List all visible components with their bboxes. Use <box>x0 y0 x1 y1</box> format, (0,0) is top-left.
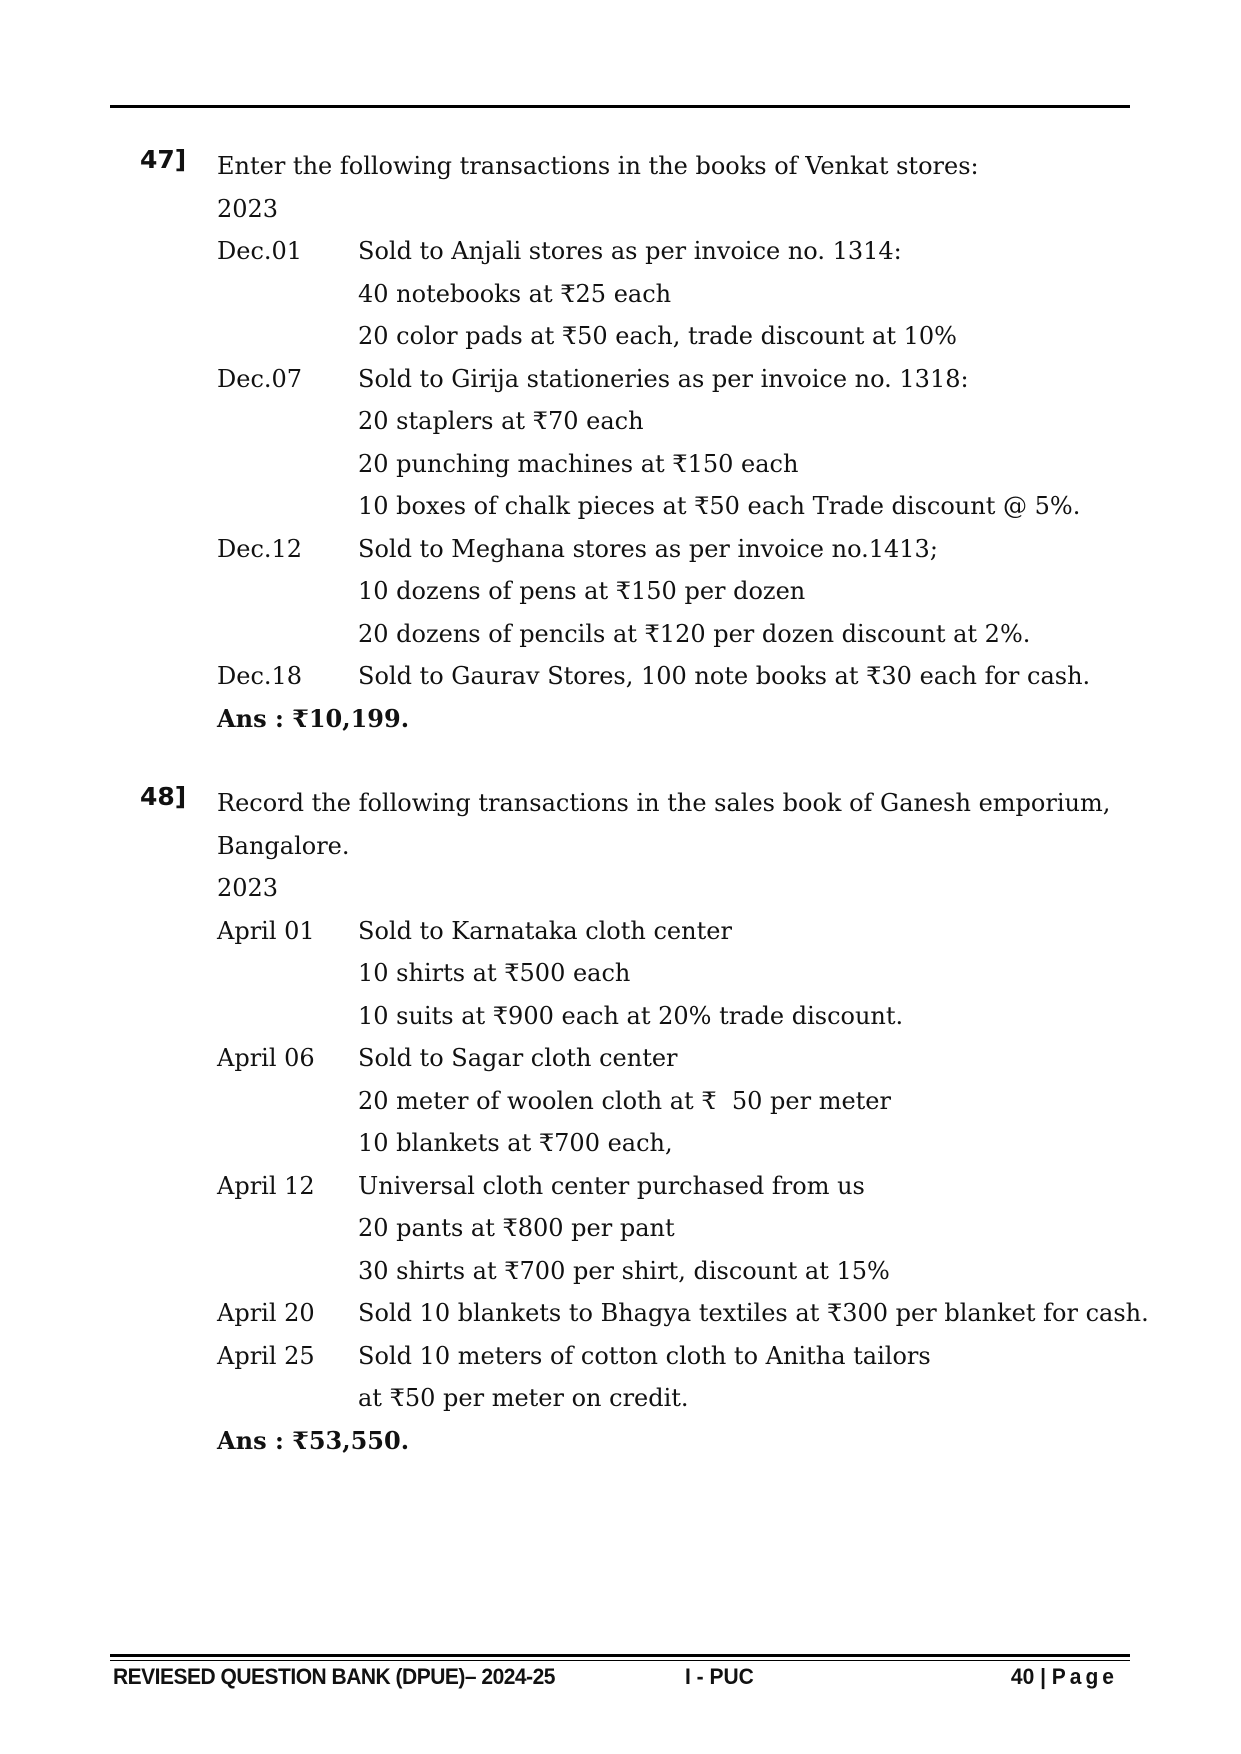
footer-document-title: REVIESED QUESTION BANK (DPUE)– 2024-25 <box>113 1665 555 1690</box>
transaction-item: 10 shirts at ₹500 each <box>358 959 631 987</box>
page-label: Page <box>1051 1665 1118 1690</box>
transaction-item: 10 boxes of chalk pieces at ₹50 each Trade discount @ 5%. <box>358 492 1081 520</box>
transaction-item: 20 color pads at ₹50 each, trade discount at 10% <box>358 322 957 350</box>
transaction-detail: Universal cloth center purchased from us <box>358 1171 865 1200</box>
question-number: 48] <box>140 782 187 811</box>
transaction-date: April 12 <box>217 1171 315 1200</box>
transaction-detail: Sold 10 meters of cotton cloth to Anitha tailors <box>358 1341 931 1370</box>
page-number: 40 <box>1010 1665 1035 1690</box>
footer-rule <box>110 1654 1130 1657</box>
transaction-item: 20 meter of woolen cloth at ₹ 50 per meter <box>358 1086 891 1115</box>
year-label: 2023 <box>217 194 279 223</box>
transaction-item: 30 shirts at ₹700 per shirt, discount at 15% <box>358 1256 890 1285</box>
transaction-detail: Sold to Sagar cloth center <box>358 1044 678 1072</box>
footer-page-indicator <box>1011 1665 1118 1690</box>
transaction-detail: Sold to Meghana stores as per invoice no.1413; <box>358 534 938 563</box>
footer-rule-thin <box>110 1660 1130 1661</box>
transaction-date: April 01 <box>217 916 315 945</box>
question-body <box>217 145 1147 740</box>
year-label: 2023 <box>217 874 279 902</box>
transaction-row <box>217 655 1147 698</box>
transaction-row <box>217 910 1147 953</box>
transaction-item: 20 staplers at ₹70 each <box>358 407 644 435</box>
answer: Ans : ₹10,199. <box>217 703 410 733</box>
transaction-detail: Sold to Girija stationeries as per invoice no. 1318: <box>358 364 969 393</box>
transaction-date: Dec.01 <box>217 237 303 265</box>
transaction-item: 10 suits at ₹900 each at 20% trade discount. <box>358 1001 904 1030</box>
transaction-item: 20 dozens of pencils at ₹120 per dozen discount at 2%. <box>358 619 1031 648</box>
question-number: 47] <box>140 145 187 174</box>
question-prompt: Record the following transactions in the sales book of Ganesh emporium, <box>217 789 1111 817</box>
transaction-item: 10 dozens of pens at ₹150 per dozen <box>358 577 806 605</box>
transaction-date: April 25 <box>217 1341 315 1370</box>
transaction-detail: Sold to Karnataka cloth center <box>358 916 732 945</box>
question-body <box>217 782 1147 1462</box>
question-prompt: Enter the following transactions in the books of Venkat stores: <box>217 152 979 180</box>
transaction-item: 10 blankets at ₹700 each, <box>358 1129 673 1157</box>
transaction-row <box>217 1037 1147 1080</box>
answer: Ans : ₹53,550. <box>217 1425 410 1455</box>
transaction-item: 40 notebooks at ₹25 each <box>358 279 672 308</box>
transaction-row <box>217 528 1147 571</box>
transaction-detail: Sold to Gaurav Stores, 100 note books at ₹30 each for cash. <box>358 662 1091 690</box>
transaction-row <box>217 230 1147 273</box>
transaction-item: at ₹50 per meter on credit. <box>358 1384 689 1412</box>
transaction-row <box>217 1292 1147 1335</box>
transaction-date: April 06 <box>217 1044 315 1072</box>
page-separator: | <box>1034 1665 1052 1690</box>
transaction-date: April 20 <box>217 1299 315 1327</box>
transaction-detail: Sold to Anjali stores as per invoice no. 1314: <box>358 237 902 265</box>
transaction-detail: Sold 10 blankets to Bhagya textiles at ₹300 per blanket for cash. <box>358 1299 1149 1327</box>
page-footer <box>110 1665 1130 1697</box>
transaction-date: Dec.07 <box>217 364 303 393</box>
transaction-item: 20 punching machines at ₹150 each <box>358 449 799 478</box>
transaction-date: Dec.18 <box>217 662 303 690</box>
transaction-item: 20 pants at ₹800 per pant <box>358 1214 675 1242</box>
transaction-row <box>217 1165 1147 1208</box>
transaction-date: Dec.12 <box>217 534 303 563</box>
footer-class-label: I - PUC <box>685 1665 754 1690</box>
transaction-row <box>217 358 1147 401</box>
question-prompt-continued: Bangalore. <box>217 831 350 860</box>
header-rule <box>110 105 1130 108</box>
transaction-row <box>217 1335 1147 1378</box>
